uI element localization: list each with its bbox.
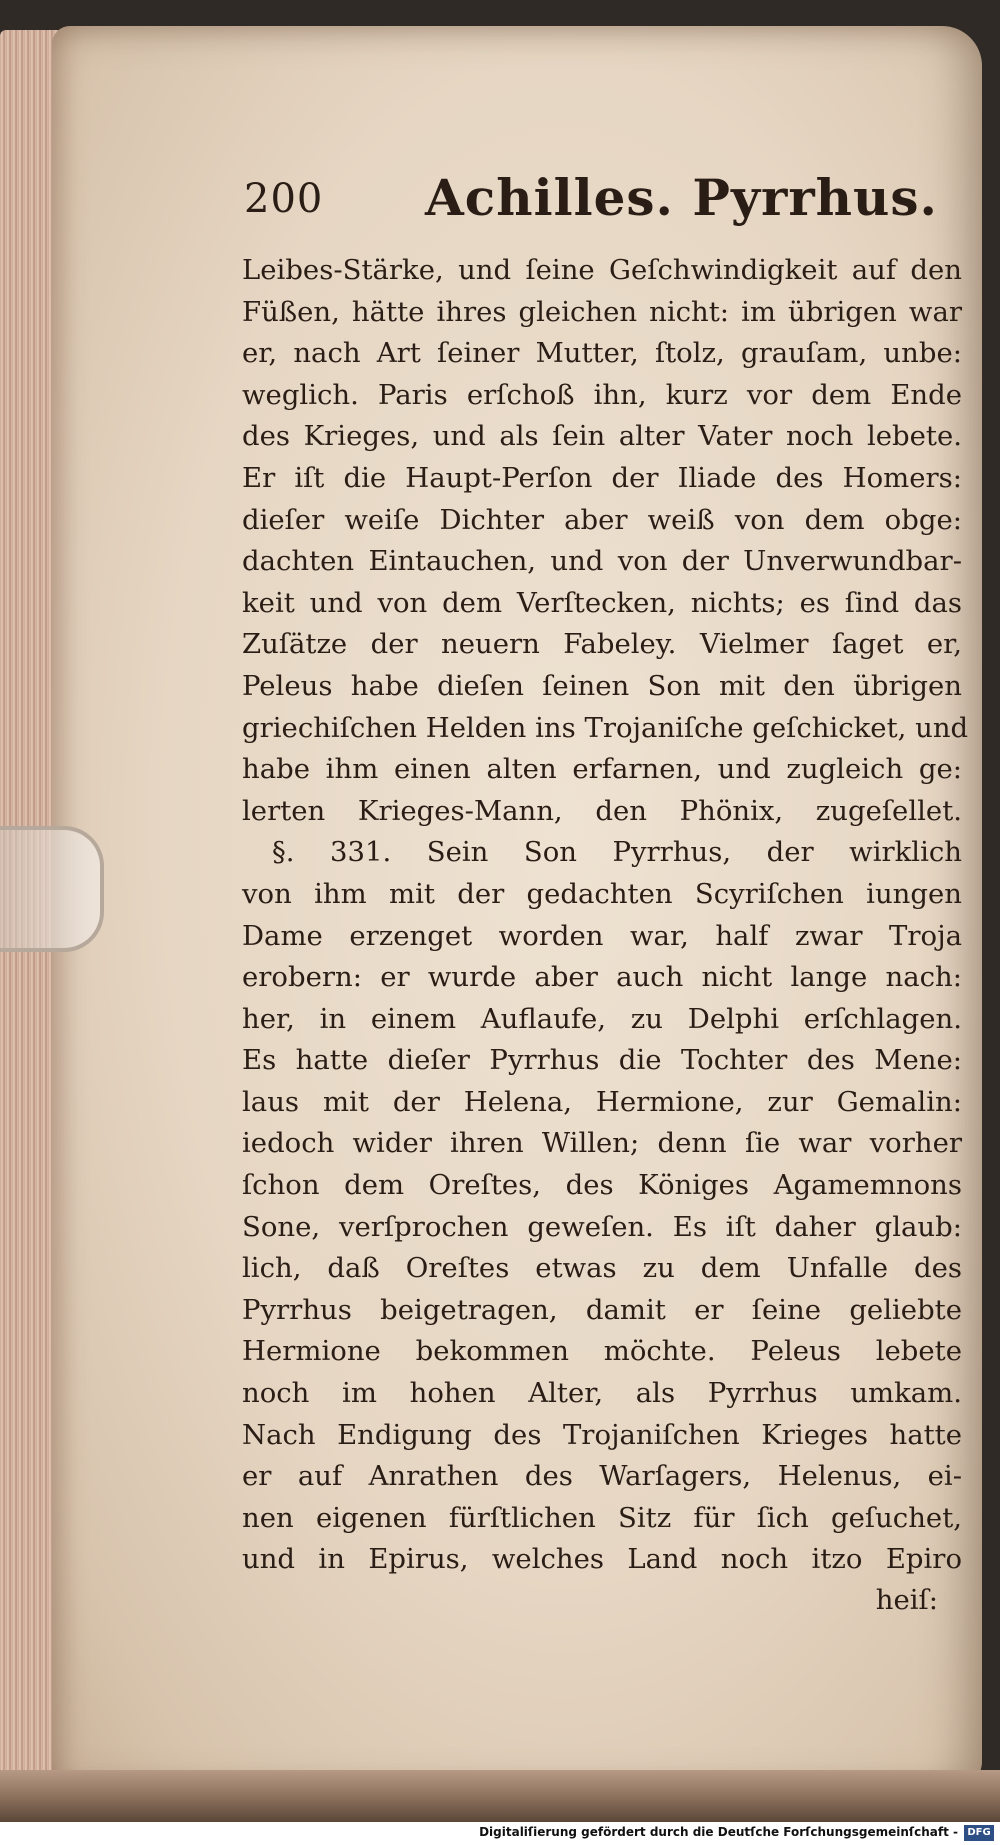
page-clip [0,826,104,952]
text-line: §. 331. Sein Son Pyrrhus, der wirklich [272,836,962,869]
running-head [0,168,1000,238]
text-line: griechiſchen Helden ins Trojaniſche geſchicket, und [242,711,969,744]
text-line: Zuſätze der neuern Fabeley. Vielmer ſaget er, [242,628,962,661]
text-line: Dame erzenget worden war, half zwar Troja [242,919,962,952]
dfg-logo-icon: DFG [964,1825,994,1841]
text-line: er, nach Art ſeiner Mutter, ſtolz, grauſam, unbe: [242,337,962,370]
text-line: Er iſt die Haupt-Perſon der Iliade des Homers: [242,461,962,494]
text-line: dachten Eintauchen, und von der Unverwundbar- [242,545,962,578]
text-line: iedoch wider ihren Willen; denn ſie war vorher [242,1127,962,1160]
footer-band [0,1822,1000,1845]
book-bottom-edge [0,1770,1000,1822]
catchword: heiſ: [875,1584,938,1616]
text-line: Hermione bekommen möchte. Peleus lebete [242,1335,962,1368]
page-number: 200 [244,176,324,222]
text-line: Pyrrhus beigetragen, damit er ſeine geliebte [242,1293,962,1326]
text-line: des Krieges, und als ſein alter Vater noch lebete. [242,420,962,453]
text-line: ſchon dem Oreſtes, des Königes Agamemnons [242,1169,962,1202]
text-line: Es hatte dieſer Pyrrhus die Tochter des Mene: [242,1044,962,1077]
text-line: Leibes-Stärke, und ſeine Geſchwindigkeit auf den [242,254,962,286]
running-title: Achilles. Pyrrhus. [425,168,938,227]
text-line: weglich. Paris erſchoß ihn, kurz vor dem Ende [242,378,962,411]
text-line: er auf Anrathen des Warſagers, Helenus, ei- [242,1460,962,1493]
funding-credit: Digitaliſierung gefördert durch die Deutſche Forſchungsgemeinſchaft - [479,1825,958,1839]
text-line: Nach Endigung des Trojaniſchen Krieges hatte [242,1418,962,1451]
text-line: Füßen, hätte ihres gleichen nicht: im übrigen war [242,295,962,328]
text-line: lich, daß Oreſtes etwas zu dem Unfalle des [242,1252,962,1285]
text-line: Sone, verſprochen geweſen. Es iſt daher glaub: [242,1210,962,1243]
text-line: von ihm mit der gedachten Scyriſchen iungen [242,877,962,910]
text-line: dieſer weiſe Dichter aber weiß von dem obge: [242,503,962,536]
text-line: lerten Krieges-Mann, den Phönix, zugeſellet. [242,794,962,827]
text-line: habe ihm einen alten erfarnen, und zugleich ge: [242,753,962,786]
text-line: her, in einem Auflaufe, zu Delphi erſchlagen. [242,1002,962,1035]
text-line: noch im hohen Alter, als Pyrrhus umkam. [242,1377,962,1410]
text-line: Peleus habe dieſen ſeinen Son mit den übrigen [242,669,962,702]
text-line: keit und von dem Verſtecken, nichts; es ſind das [242,586,962,619]
text-line: nen eigenen fürſtlichen Sitz für ſich geſuchet, [242,1501,962,1534]
text-line: und in Epirus, welches Land noch itzo Epiro [242,1543,962,1576]
text-line: erobern: er wurde aber auch nicht lange nach: [242,961,962,994]
text-line: laus mit der Helena, Hermione, zur Gemalin: [242,1085,962,1118]
body-text [242,250,969,1581]
